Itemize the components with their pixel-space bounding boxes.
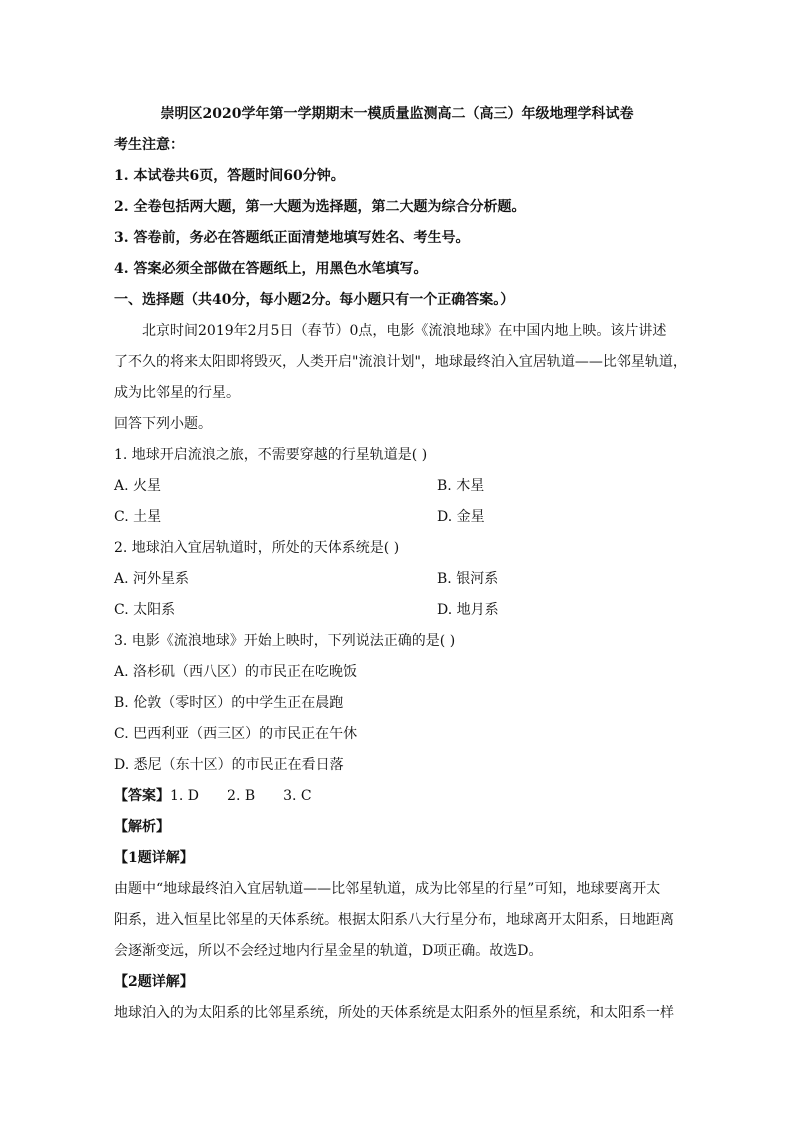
- passage-prompt: 回答下列小题。: [114, 416, 212, 432]
- passage-line-2: 了不久的将来太阳即将毁灭，人类开启"流浪计划"，地球最终泊入宜居轨道——比邻星轨道，: [114, 354, 687, 370]
- question-3-option-a: A. 洛杉矶（西八区）的市民正在吃晚饭: [114, 664, 358, 680]
- question-2-option-d: D. 地月系: [437, 602, 499, 618]
- notice-heading: 考生注意：: [114, 137, 184, 153]
- passage-line-1: 北京时间2019年2月5日（春节）0点，电影《流浪地球》在中国内地上映。该片讲述: [142, 323, 667, 339]
- question-1-option-a: A. 火星: [114, 478, 162, 494]
- notice-item-4: 4. 答案必须全部做在答题纸上，用黑色水笔填写。: [114, 261, 428, 277]
- question-3-option-c: C. 巴西利亚（西三区）的市民正在午休: [114, 726, 358, 742]
- question-3-option-d: D. 悉尼（东十区）的市民正在看日落: [114, 757, 344, 773]
- passage-line-3: 成为比邻星的行星。: [114, 385, 240, 401]
- question-2-option-a: A. 河外星系: [114, 571, 190, 587]
- analysis-q1-label: 【1题详解】: [114, 850, 194, 866]
- answer-line: [114, 786, 684, 806]
- analysis-q1-line-3: 会逐渐变远，所以不会经过地内行星金星的轨道，D项正确。故选D。: [114, 943, 543, 959]
- analysis-q2-label: 【2题详解】: [114, 974, 194, 990]
- notice-item-3: 3. 答卷前，务必在答题纸正面清楚地填写姓名、考生号。: [114, 230, 470, 246]
- question-1-option-d: D. 金星: [437, 509, 485, 525]
- notice-item-2: 2. 全卷包括两大题，第一大题为选择题，第二大题为综合分析题。: [114, 199, 526, 215]
- question-1-option-c: C. 土星: [114, 509, 162, 525]
- question-2-option-c: C. 太阳系: [114, 602, 176, 618]
- question-3-stem: 3. 电影《流浪地球》开始上映时，下列说法正确的是( ): [114, 633, 456, 649]
- analysis-q2-line-1: 地球泊入的为太阳系的比邻星系统，所处的天体系统是太阳系外的恒星系统，和太阳系一样: [114, 1005, 674, 1021]
- section1-heading: 一、选择题（共40分，每小题2分。每小题只有一个正确答案。）: [114, 292, 515, 308]
- question-1-option-b: B. 木星: [437, 478, 485, 494]
- answer-label: 【答案】: [114, 788, 170, 804]
- analysis-q1-line-2: 阳系，进入恒星比邻星的天体系统。根据太阳系八大行星分布，地球离开太阳系，日地距离: [114, 912, 674, 928]
- question-2-stem: 2. 地球泊入宜居轨道时，所处的天体系统是( ): [114, 540, 400, 556]
- notice-item-1: 1. 本试卷共6页，答题时间60分钟。: [114, 168, 345, 184]
- answer-text: 1. D 2. B 3. C: [170, 788, 312, 804]
- analysis-label: 【解析】: [114, 819, 170, 835]
- question-2-option-b: B. 银河系: [437, 571, 499, 587]
- question-3-option-b: B. 伦敦（零时区）的中学生正在晨跑: [114, 695, 344, 711]
- question-1-stem: 1. 地球开启流浪之旅，不需要穿越的行星轨道是( ): [114, 447, 428, 463]
- analysis-q1-line-1: 由题中“地球最终泊入宜居轨道——比邻星轨道，成为比邻星的行星”可知，地球要离开太: [114, 881, 661, 897]
- document-title: 崇明区2020学年第一学期期末一模质量监测高二（高三）年级地理学科试卷: [160, 106, 634, 122]
